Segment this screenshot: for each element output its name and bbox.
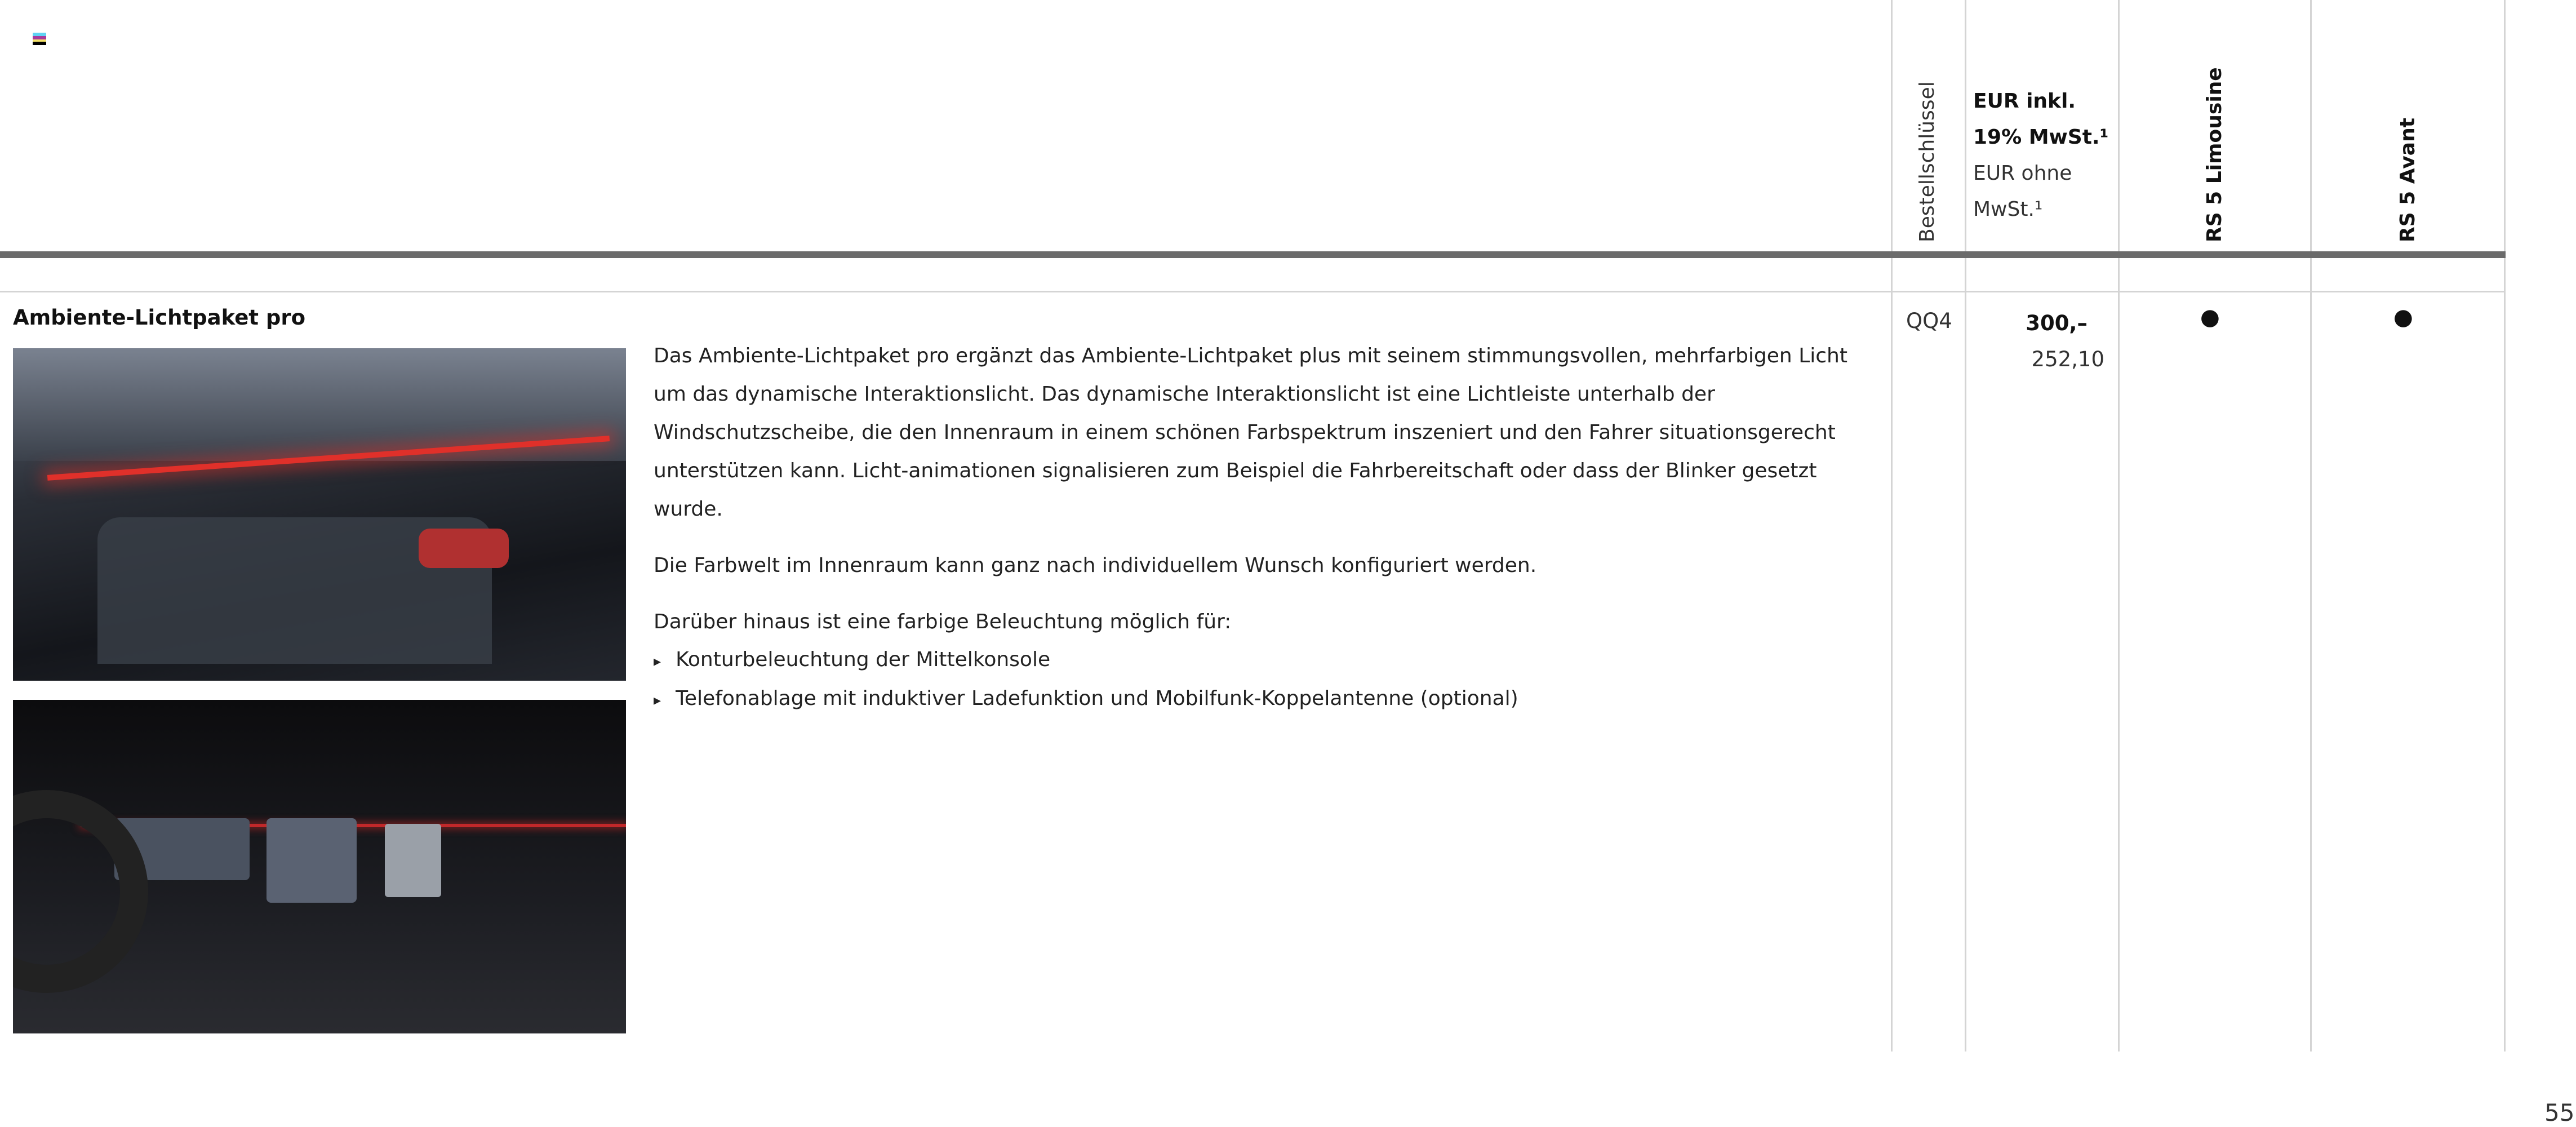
availability-limousine-dot: ● — [2200, 304, 2220, 330]
price-incl: 300,– — [2026, 311, 2088, 335]
ambient-light-dashboard-image — [13, 348, 626, 681]
page-number: 55 — [2544, 1099, 2575, 1126]
column-divider — [2504, 0, 2506, 1051]
description-paragraph: Die Farbwelt im Innenraum kann ganz nach individuellem Wunsch konfiguriert werden. — [654, 554, 1537, 577]
availability-avant-dot: ● — [2393, 304, 2413, 330]
header-price-excl-1: EUR ohne — [1973, 162, 2072, 185]
interior-cockpit-image — [13, 700, 626, 1033]
description — [654, 337, 1876, 719]
header-order-key: Bestellschlüssel — [1916, 81, 1939, 242]
header-price — [1973, 83, 2108, 228]
column-divider — [1965, 0, 1966, 1051]
price — [1972, 305, 2104, 378]
bullet-arrow-icon: ▸ — [654, 692, 661, 709]
row-rule — [0, 291, 2506, 292]
bullet-item: ▸ Telefonablage mit induktiver Ladefunktion und Mobilfunk-Koppelantenne (optional) — [654, 687, 1518, 710]
price-excl: 252,10 — [2031, 347, 2104, 371]
column-divider — [2310, 0, 2312, 1051]
header-price-incl-2: 19% MwSt.¹ — [1973, 126, 2109, 149]
bullet-item: ▸ Konturbeleuchtung der Mittelkonsole — [654, 648, 1051, 671]
header-price-excl-2: MwSt.¹ — [1973, 198, 2043, 221]
description-paragraph: Darüber hinaus ist eine farbige Beleuchtung möglich für: — [654, 610, 1232, 633]
order-key: QQ4 — [1906, 309, 1952, 333]
column-divider — [2118, 0, 2120, 1051]
print-color-bar-icon — [33, 33, 46, 45]
column-divider — [1891, 0, 1893, 1051]
row-title: Ambiente-Lichtpaket pro — [13, 305, 306, 330]
description-paragraph: Das Ambiente-Lichtpaket pro ergänzt das Ambiente-Lichtpaket plus mit seinem stimmungsvollen, mehrfarbigen Licht um das dynamische Interaktionslicht. Das dynamische Interaktionslicht ist eine Lichtleiste unterhalb der Windschutzscheibe, die den Innenraum in einem schönen Farbspektrum inszeniert und den Fahrer situationsgerecht unterstützen kann. Licht-animationen signalisieren zum Beispiel die Fahrbereitschaft oder dass der Blinker gesetzt wurde. — [654, 344, 1847, 521]
bullet-arrow-icon: ▸ — [654, 653, 661, 670]
header-model-limousine: RS 5 Limousine — [2203, 67, 2226, 242]
header-rule — [0, 251, 2506, 258]
header-price-incl-1: EUR inkl. — [1973, 90, 2076, 113]
header-model-avant: RS 5 Avant — [2396, 118, 2419, 242]
